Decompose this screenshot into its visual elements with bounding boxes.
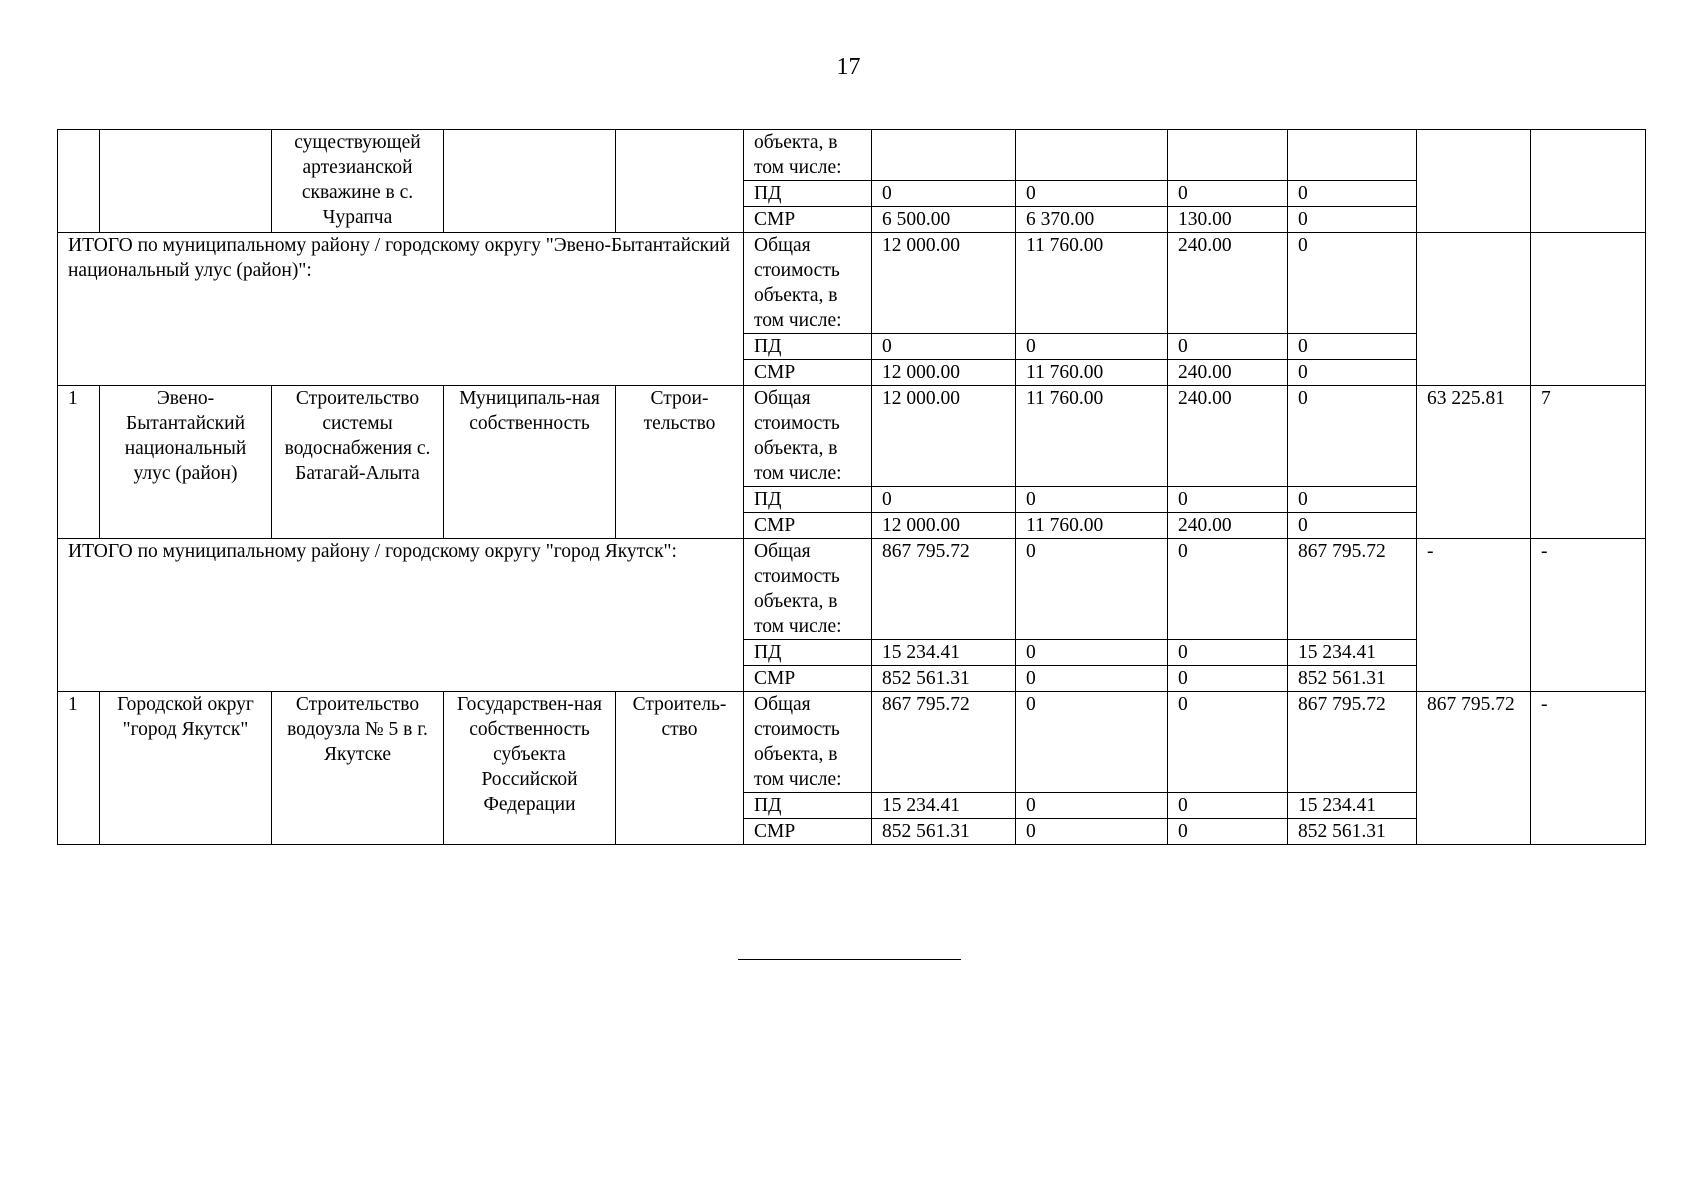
- cell-value: 11 760.00: [1016, 513, 1168, 539]
- cell-value: 0: [1016, 819, 1168, 845]
- table-row: [58, 130, 1646, 181]
- cell-value: 0: [1168, 640, 1288, 666]
- cell-work-type: [616, 130, 744, 233]
- total-row: [58, 233, 1646, 334]
- cell-value: 240.00: [1168, 233, 1288, 334]
- cell-value: 0: [1168, 666, 1288, 692]
- cell-value: 11 760.00: [1016, 386, 1168, 487]
- cell-value: 0: [1016, 640, 1168, 666]
- cell-value: 15 234.41: [1288, 640, 1417, 666]
- cell-col11: -: [1531, 539, 1646, 692]
- cell-value: 0: [1288, 334, 1417, 360]
- cell-num: 1: [58, 386, 100, 539]
- cell-value: 0: [1016, 181, 1168, 207]
- cell-indicator: Общая стоимость объекта, в том числе:: [744, 233, 872, 334]
- cell-value: 0: [872, 181, 1016, 207]
- cell-col11: -: [1531, 692, 1646, 845]
- cell-value: 240.00: [1168, 360, 1288, 386]
- cell-value: 0: [1288, 181, 1417, 207]
- cell-indicator: СМР: [744, 819, 872, 845]
- cell-value: 0: [1288, 360, 1417, 386]
- cell-value: 0: [1288, 487, 1417, 513]
- cell-value: 0: [1168, 181, 1288, 207]
- cell-col10: -: [1417, 539, 1531, 692]
- cell-object: Строительство водоузла № 5 в г. Якутске: [272, 692, 444, 845]
- cell-value: [1016, 130, 1168, 181]
- cell-value: 12 000.00: [872, 513, 1016, 539]
- cell-value: 0: [1016, 692, 1168, 793]
- cell-value: 0: [1168, 539, 1288, 640]
- cell-col11: [1531, 233, 1646, 386]
- cell-value: 0: [872, 487, 1016, 513]
- cell-value: 6 500.00: [872, 207, 1016, 233]
- cell-municipality: Городской округ "город Якутск": [100, 692, 272, 845]
- cell-value: 0: [1016, 334, 1168, 360]
- cell-municipality: Эвено-Бытантайский национальный улус (район): [100, 386, 272, 539]
- cell-value: 0: [1288, 386, 1417, 487]
- cell-col10: [1417, 233, 1531, 386]
- cell-col10: [1417, 130, 1531, 233]
- table-row: [58, 692, 1646, 793]
- table-row: [58, 386, 1646, 487]
- cell-value: 0: [1016, 666, 1168, 692]
- cell-object: существующей артезианской скважине в с. Чурапча: [272, 130, 444, 233]
- cell-value: 12 000.00: [872, 360, 1016, 386]
- total-label: ИТОГО по муниципальному району / городскому округу "Эвено-Бытантайский национальный улус (район)":: [58, 233, 744, 386]
- cell-value: 15 234.41: [1288, 793, 1417, 819]
- cell-indicator: ПД: [744, 487, 872, 513]
- cell-value: 0: [1288, 207, 1417, 233]
- cell-num: 1: [58, 692, 100, 845]
- cell-value: 0: [1288, 233, 1417, 334]
- cell-indicator: Общая стоимость объекта, в том числе:: [744, 539, 872, 640]
- cell-value: 867 795.72: [1288, 539, 1417, 640]
- investment-table: [57, 129, 1646, 845]
- cell-value: 0: [1016, 487, 1168, 513]
- cell-col10: 63 225.81: [1417, 386, 1531, 539]
- cell-value: 852 561.31: [872, 819, 1016, 845]
- cell-ownership: Муниципаль-ная собственность: [444, 386, 616, 539]
- cell-value: 11 760.00: [1016, 360, 1168, 386]
- cell-value: [1288, 130, 1417, 181]
- cell-indicator: объекта, в том числе:: [744, 130, 872, 181]
- cell-value: 867 795.72: [872, 539, 1016, 640]
- footer-divider: [738, 959, 961, 960]
- cell-value: 0: [1168, 487, 1288, 513]
- cell-work-type: Строитель-ство: [616, 692, 744, 845]
- cell-value: 130.00: [1168, 207, 1288, 233]
- cell-ownership: Государствен-ная собственность субъекта Российской Федерации: [444, 692, 616, 845]
- total-row: [58, 539, 1646, 640]
- cell-value: 15 234.41: [872, 793, 1016, 819]
- cell-indicator: ПД: [744, 640, 872, 666]
- cell-num: [58, 130, 100, 233]
- cell-value: 852 561.31: [1288, 666, 1417, 692]
- cell-indicator: ПД: [744, 793, 872, 819]
- cell-indicator: ПД: [744, 334, 872, 360]
- cell-value: 867 795.72: [872, 692, 1016, 793]
- cell-value: 0: [1168, 334, 1288, 360]
- cell-work-type: Строи-тельство: [616, 386, 744, 539]
- cell-value: 240.00: [1168, 513, 1288, 539]
- cell-value: 867 795.72: [1288, 692, 1417, 793]
- cell-value: 0: [1016, 539, 1168, 640]
- cell-value: 12 000.00: [872, 386, 1016, 487]
- cell-value: 12 000.00: [872, 233, 1016, 334]
- cell-value: [1168, 130, 1288, 181]
- page-number: 17: [836, 54, 861, 80]
- cell-value: 852 561.31: [872, 666, 1016, 692]
- cell-value: 240.00: [1168, 386, 1288, 487]
- cell-col11: [1531, 130, 1646, 233]
- cell-object: Строительство системы водоснабжения с. Батагай-Алыта: [272, 386, 444, 539]
- cell-indicator: СМР: [744, 207, 872, 233]
- cell-ownership: [444, 130, 616, 233]
- cell-value: 15 234.41: [872, 640, 1016, 666]
- cell-value: [872, 130, 1016, 181]
- cell-municipality: [100, 130, 272, 233]
- cell-indicator: ПД: [744, 181, 872, 207]
- cell-col11: 7: [1531, 386, 1646, 539]
- total-label: ИТОГО по муниципальному району / городскому округу "город Якутск":: [58, 539, 744, 692]
- cell-col10: 867 795.72: [1417, 692, 1531, 845]
- cell-value: 0: [1016, 793, 1168, 819]
- cell-value: 0: [1168, 692, 1288, 793]
- cell-indicator: СМР: [744, 360, 872, 386]
- cell-value: 0: [1168, 793, 1288, 819]
- cell-value: 0: [1288, 513, 1417, 539]
- cell-value: 852 561.31: [1288, 819, 1417, 845]
- cell-indicator: Общая стоимость объекта, в том числе:: [744, 692, 872, 793]
- cell-indicator: Общая стоимость объекта, в том числе:: [744, 386, 872, 487]
- cell-indicator: СМР: [744, 666, 872, 692]
- cell-value: 0: [1168, 819, 1288, 845]
- cell-value: 6 370.00: [1016, 207, 1168, 233]
- cell-value: 11 760.00: [1016, 233, 1168, 334]
- cell-indicator: СМР: [744, 513, 872, 539]
- cell-value: 0: [872, 334, 1016, 360]
